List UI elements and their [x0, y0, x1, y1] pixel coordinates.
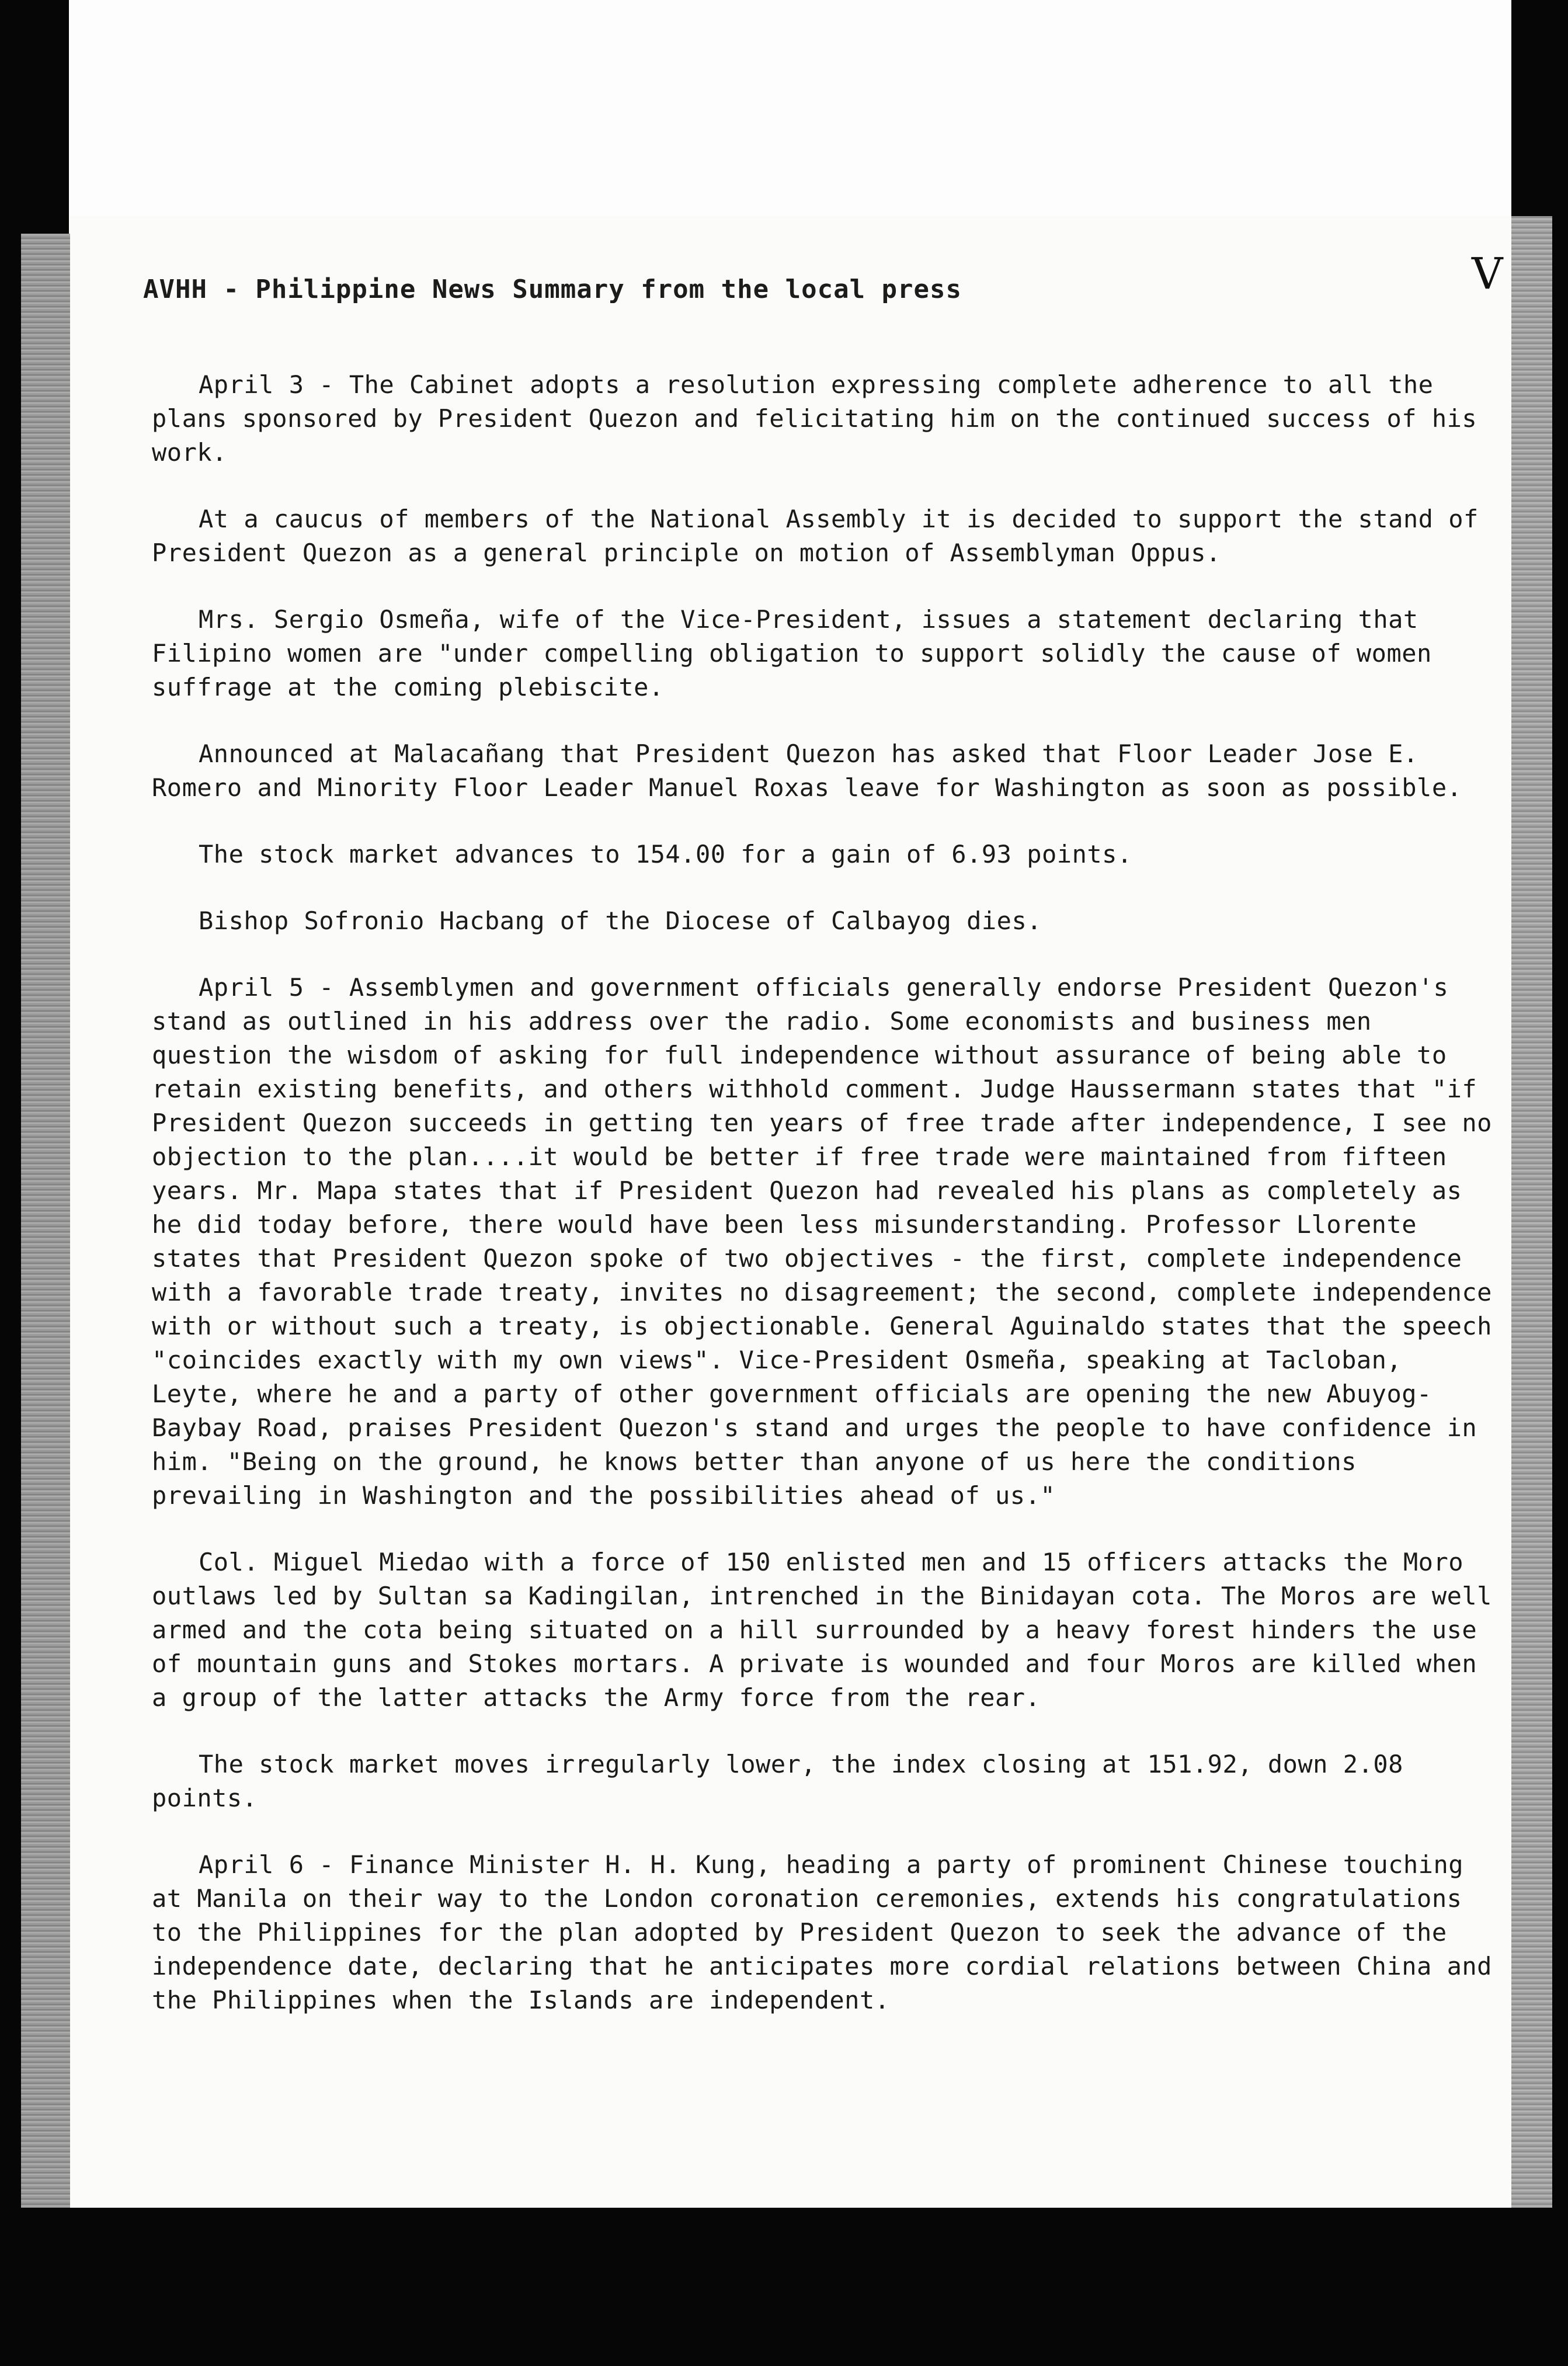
document-body: [152, 368, 1495, 2050]
paragraph-april-5-endorsements: April 5 - Assemblymen and government officials generally endorse President Quezon's stand as outlined in his address over the radio. Some economists and business men question the wisdom of asking for full independence without assurance of being able to retain existing benefits, and others withhold comment. Judge Haussermann states that "if President Quezon succeeds in getting ten years of free trade after independence, I see no objection to the plan....it would be better if free trade were maintained from fifteen years. Mr. Mapa states that if President Quezon had revealed his plans as completely as he did today before, there would have been less misunderstanding. Professor Llorente states that President Quezon spoke of two objectives - the first, complete independence with a favorable trade treaty, invites no disagreement; the second, complete independence with or without such a treaty, is objectionable. General Aguinaldo states that the speech "coincides exactly with my own views". Vice-President Osmeña, speaking at Tacloban, Leyte, where he and a party of other government officials are opening the new Abuyog-Baybay Road, praises President Quezon's stand and urges the people to have confidence in him. "Being on the ground, he knows better than anyone of us here the conditions prevailing in Washington and the possibilities ahead of us.": [152, 973, 1492, 1510]
paragraph-malacanang: Announced at Malacañang that President Quezon has asked that Floor Leader Jose E. Romero and Minority Floor Leader Manuel Roxas leave for Washington as soon as possible.: [152, 739, 1462, 802]
paragraph-stock-market-advance: The stock market advances to 154.00 for a gain of 6.93 points.: [199, 840, 1132, 868]
left-margin: [21, 234, 70, 2208]
paragraph-april-6-kung: April 6 - Finance Minister H. H. Kung, heading a party of prominent Chinese touching at Manila on their way to the London coronation ceremonies, extends his congratulations to the Philippines for the plan adopted by President Quezon to seek the advance of the independence date, declaring that he anticipates more cordial relations between China and the Philippines when the Islands are independent.: [152, 1850, 1492, 2014]
page-number: V: [1472, 249, 1503, 299]
document-page: [70, 216, 1511, 2208]
top-sheet: [69, 0, 1511, 234]
paragraph-mrs-osmena: Mrs. Sergio Osmeña, wife of the Vice-President, issues a statement declaring that Filipino women are "under compelling obligation to support solidly the cause of women suffrage at the coming plebiscite.: [152, 605, 1432, 701]
paragraph-bishop-hacbang: Bishop Sofronio Hacbang of the Diocese of Calbayog dies.: [199, 906, 1042, 935]
paragraph-april-3-cabinet: April 3 - The Cabinet adopts a resolution expressing complete adherence to all the plans sponsored by President Quezon and felicitating him on the continued success of his work.: [152, 370, 1477, 467]
document-title: AVHH - Philippine News Summary from the local press: [143, 275, 962, 304]
paragraph-moro-attack: Col. Miguel Miedao with a force of 150 enlisted men and 15 officers attacks the Moro outlaws led by Sultan sa Kadingilan, intrenched in the Binidayan cota. The Moros are well armed and the cota being situated on a hill surrounded by a heavy forest hinders the use of mountain guns and Stokes mortars. A private is wounded and four Moros are killed when a group of the latter attacks the Army force from the rear.: [152, 1548, 1492, 1712]
paragraph-caucus: At a caucus of members of the National Assembly it is decided to support the stand of President Quezon as a general principle on motion of Assemblyman Oppus.: [152, 505, 1479, 567]
paragraph-stock-market-lower: The stock market moves irregularly lower, the index closing at 151.92, down 2.08 points.: [152, 1750, 1403, 1812]
right-margin: [1511, 216, 1552, 2208]
